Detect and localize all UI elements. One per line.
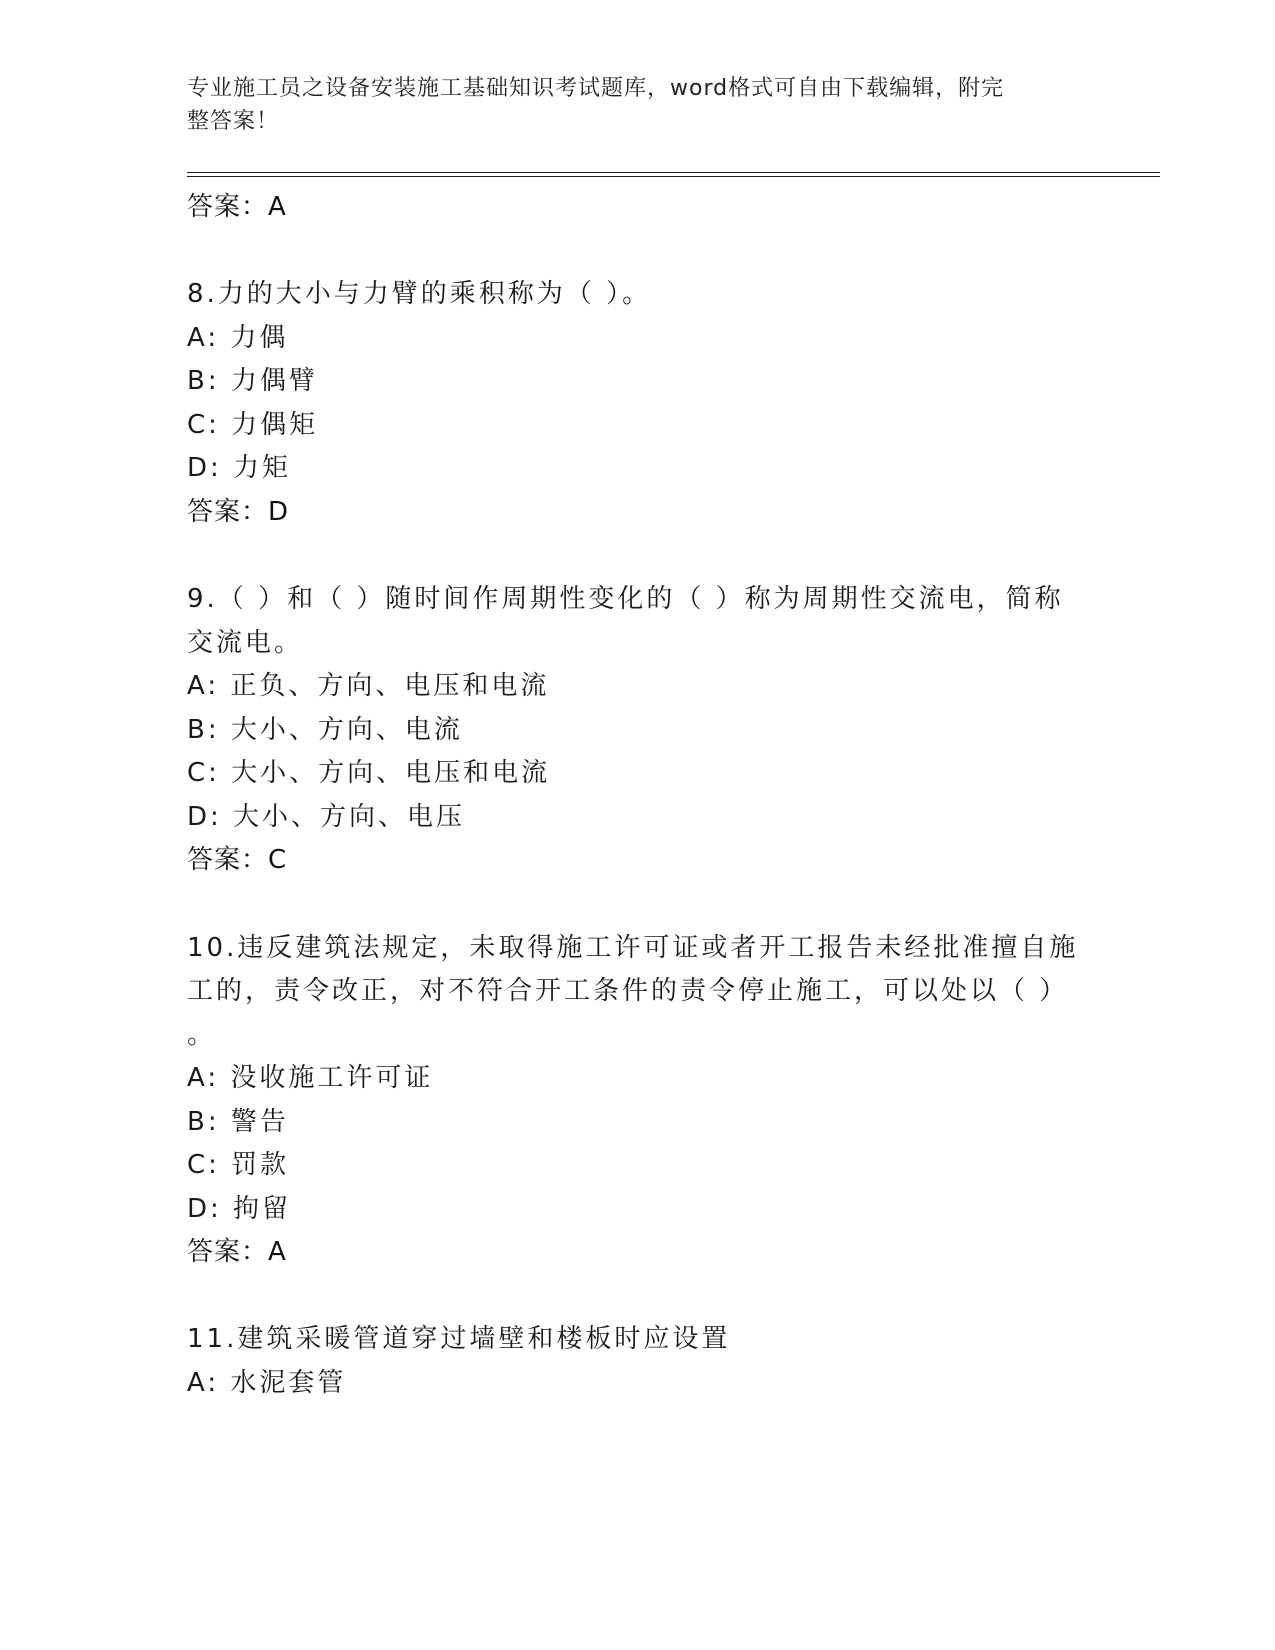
answer-previous: 答案：A [187,192,287,222]
q9-option-c: C: 大小、方向、电压和电流 [187,758,551,788]
q9-option-a: A: 正负、方向、电压和电流 [187,671,550,701]
header-line-2: 整答案！ [187,109,280,134]
question-10-line-3: 。 [187,1020,217,1050]
header-divider-bottom [187,176,1160,177]
question-8: 8.力的大小与力臂的乘积称为（ ）。 [187,279,652,309]
q8-option-a: A: 力偶 [187,323,289,353]
q10-option-b: B: 警告 [187,1107,289,1137]
document-header [187,72,1087,138]
question-9-line-2: 交流电。 [187,628,304,658]
q8-option-d: D: 力矩 [187,453,292,483]
q10-option-a: A: 没收施工许可证 [187,1063,434,1093]
q9-answer: 答案：C [187,845,288,875]
q8-answer: 答案：D [187,497,290,527]
q9-option-d: D: 大小、方向、电压 [187,802,466,832]
question-9-line-1: 9.（ ）和（ ）随时间作周期性变化的（ ）称为周期性交流电，简称 [187,584,1064,614]
q10-answer: 答案：A [187,1237,287,1267]
header-divider-top [187,172,1160,173]
header-line-1: 专业施工员之设备安装施工基础知识考试题库，word格式可自由下载编辑，附完 [187,76,1005,101]
question-10-line-2: 工的，责令改正，对不符合开工条件的责令停止施工，可以处以（ ） [187,976,1069,1006]
question-10-line-1: 10.违反建筑法规定，未取得施工许可证或者开工报告未经批准擅自施 [187,933,1079,963]
q10-option-d: D: 拘留 [187,1194,292,1224]
q11-option-a: A: 水泥套管 [187,1368,347,1398]
q9-option-b: B: 大小、方向、电流 [187,715,463,745]
q10-option-c: C: 罚款 [187,1150,290,1180]
q8-option-c: C: 力偶矩 [187,410,319,440]
q8-option-b: B: 力偶臂 [187,366,318,396]
question-11: 11.建筑采暖管道穿过墙壁和楼板时应设置 [187,1324,731,1354]
